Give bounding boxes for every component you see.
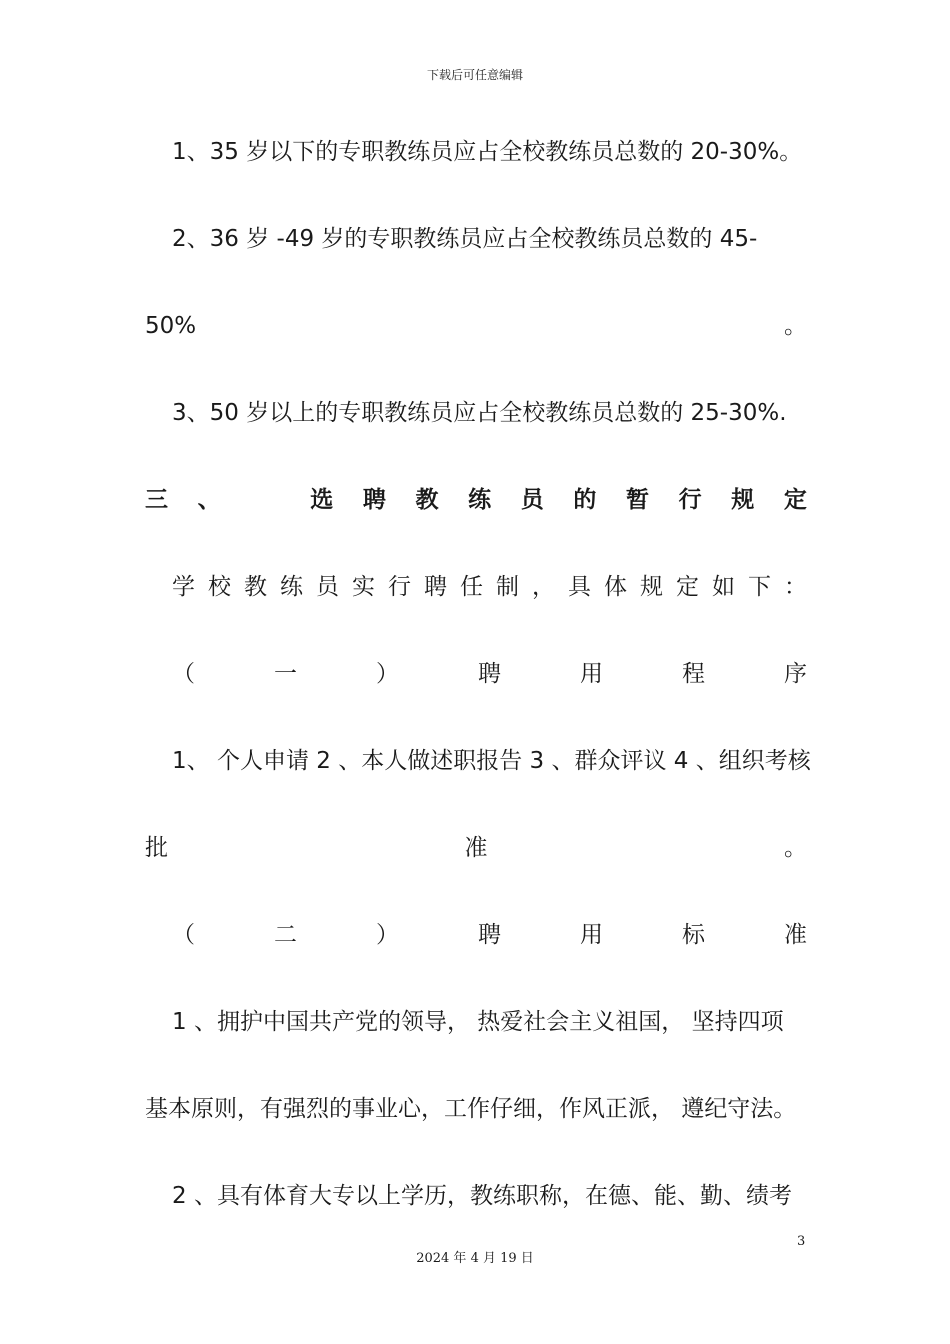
text-char: ） bbox=[376, 661, 399, 687]
text-char: 如 bbox=[712, 574, 735, 600]
text-char: ， bbox=[532, 574, 555, 600]
text-char: 实 bbox=[352, 574, 375, 600]
paragraph-line-4: 3、50 岁以上的专职教练员应占全校教练员总数的 25-30%. bbox=[172, 400, 787, 426]
paragraph-line-12: 基本原则，有强烈的事业心，工作仔细，作风正派， 遵纪守法。 bbox=[145, 1096, 797, 1122]
heading-char: 选 bbox=[310, 487, 334, 513]
paragraph-line-8: 1、 个人申请 2 、本人做述职报告 3 、群众评议 4 、组织考核 bbox=[172, 748, 811, 774]
text-char: 聘 bbox=[478, 661, 501, 687]
text-char: 聘 bbox=[424, 574, 447, 600]
text-char: 序 bbox=[784, 661, 807, 687]
text-char: （ bbox=[172, 922, 195, 948]
paragraph-line-3 bbox=[145, 311, 807, 341]
heading-char: 员 bbox=[520, 487, 544, 513]
text-char: （ bbox=[172, 661, 195, 687]
heading-char: 行 bbox=[678, 487, 702, 513]
paragraph-line-13: 2 、具有体育大专以上学历，教练职称，在德、能、勤、绩考 bbox=[172, 1183, 792, 1209]
heading-char: 的 bbox=[573, 487, 597, 513]
text-char: ： bbox=[784, 574, 807, 600]
heading-char: 教 bbox=[415, 487, 439, 513]
text-char: 准 bbox=[464, 835, 488, 861]
text-char: 员 bbox=[316, 574, 339, 600]
text-char: 制 bbox=[496, 574, 519, 600]
text-char: 用 bbox=[580, 661, 603, 687]
paragraph-line-1: 1、35 岁以下的专职教练员应占全校教练员总数的 20-30%。 bbox=[172, 139, 803, 165]
heading-char: 三 bbox=[145, 487, 168, 513]
heading-char: 聘 bbox=[362, 487, 386, 513]
subsection-heading-2 bbox=[145, 920, 807, 950]
heading-char: 定 bbox=[783, 487, 807, 513]
paragraph-line-11: 1 、拥护中国共产党的领导， 热爱社会主义祖国， 坚持四项 bbox=[172, 1009, 784, 1035]
paragraph-line-6 bbox=[145, 572, 807, 602]
heading-char: 规 bbox=[731, 487, 755, 513]
text-char: 行 bbox=[388, 574, 411, 600]
text-char: 练 bbox=[280, 574, 303, 600]
text-char: 定 bbox=[676, 574, 699, 600]
text-char: 聘 bbox=[478, 922, 501, 948]
section-heading-3 bbox=[145, 485, 807, 515]
paragraph-line-9 bbox=[145, 833, 807, 863]
text-char: 学 bbox=[172, 574, 195, 600]
text-char: 批 bbox=[145, 835, 168, 861]
paragraph-line-2: 2、36 岁 -49 岁的专职教练员应占全校教练员总数的 45- bbox=[172, 226, 758, 252]
footer-date: 2024 年 4 月 19 日 bbox=[416, 1251, 534, 1266]
page-number: 3 bbox=[797, 1234, 806, 1249]
heading-char: 练 bbox=[468, 487, 492, 513]
text-char: 程 bbox=[682, 661, 705, 687]
text-char: 任 bbox=[460, 574, 483, 600]
text-char: 校 bbox=[208, 574, 231, 600]
text-char: 具 bbox=[568, 574, 591, 600]
text-char: 下 bbox=[748, 574, 771, 600]
text-char: 。 bbox=[784, 835, 807, 861]
subsection-heading-1 bbox=[145, 659, 807, 689]
text-char: 教 bbox=[244, 574, 267, 600]
text-char: 一 bbox=[274, 661, 297, 687]
page-header: 下载后可任意编辑 bbox=[426, 68, 523, 82]
paragraph-line-3-end: 。 bbox=[784, 313, 807, 339]
heading-char: 、 bbox=[197, 487, 221, 513]
text-char: 规 bbox=[640, 574, 663, 600]
text-char: ） bbox=[376, 922, 399, 948]
paragraph-line-3-start: 50% bbox=[145, 313, 197, 339]
text-char: 用 bbox=[580, 922, 603, 948]
text-char: 准 bbox=[784, 922, 807, 948]
heading-char: 暂 bbox=[626, 487, 649, 513]
text-char: 二 bbox=[274, 922, 297, 948]
text-char: 标 bbox=[682, 922, 705, 948]
text-char: 体 bbox=[604, 574, 627, 600]
